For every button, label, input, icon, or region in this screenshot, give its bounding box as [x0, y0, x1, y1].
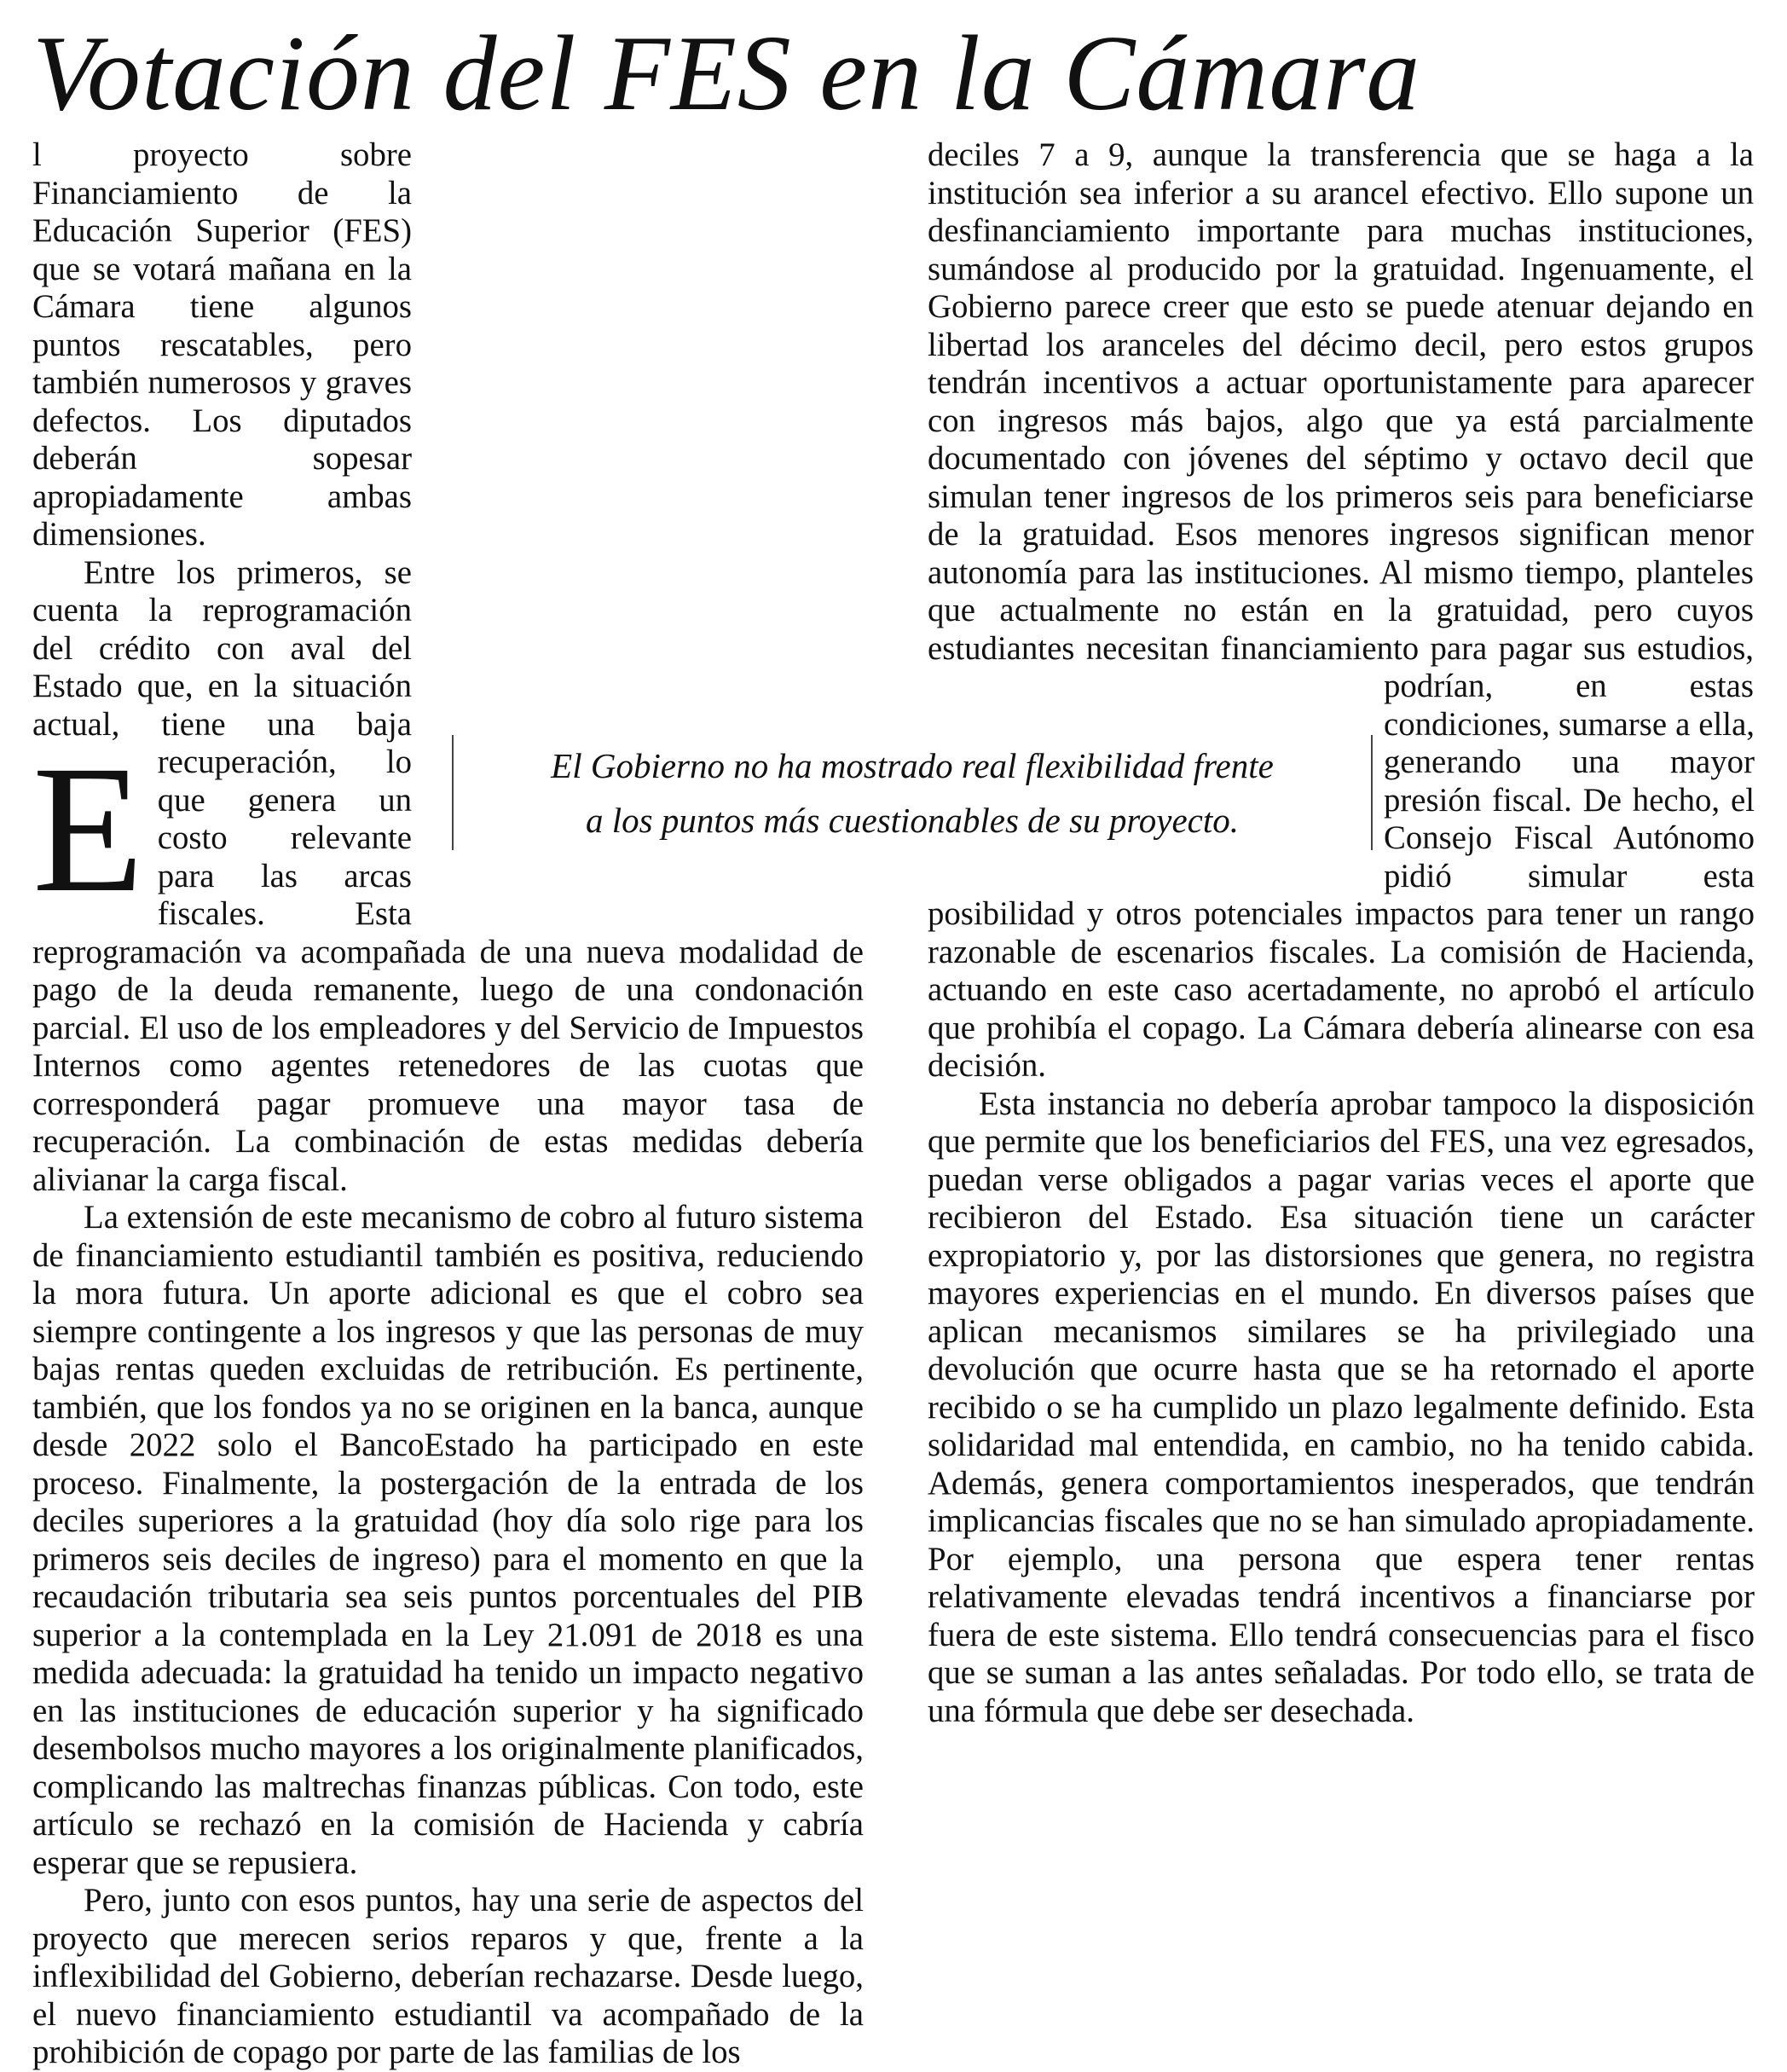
article-paragraph-5 [928, 136, 1755, 1085]
paragraph-text: deciles 7 a 9, aunque la transferencia que se haga a la institución sea inferior a su arancel efectivo. Ello supone un desfinanciamiento importante para muchas instituciones, sumándose al producido por la gratuidad. Ingenuamente, el Gobierno parece creer que esto se puede atenuar dejando en libertad los aranceles del décimo decil, pero estos grupos tendrán incentivos a actuar oportunistamente para aparecer con ingresos más bajos, algo que ya está parcialmente documentado con jóvenes del séptimo y octavo decil que simulan tener ingresos de los primeros seis para beneficiarse de la gratuidad. Esos menores ingresos significan menor autonomía para las instituciones. Al mismo tiempo, planteles que actualmente no están en la gratuidad, pero cuyos estudiantes necesitan financiamiento para pagar sus estudios, podrían, en estas condiciones, sumarse a ella, generando una mayor presión fiscal. De hecho, el Consejo Fiscal Autónomo pidió simular esta posibilidad y otros potenciales impactos para tener un rango razonable de escenarios fiscales. La comisión de Hacienda, actuando en este caso acertadamente, no aprobó el artículo que prohibía el copago. La Cámara debería alinearse con esa decisión. [928, 136, 1755, 1084]
article-paragraph-3: La extensión de este mecanismo de cobro al futuro sistema de financiamiento estudiantil también es positiva, reduciendo la mora futura. Un aporte adicional es que el cobro sea siempre contingente a los ingresos y que las personas de muy bajas rentas queden excluidas de retribución. Es pertinente, también, que los fondos ya no se originen en la banca, aunque desde 2022 solo el BancoEstado ha participado en este proceso. Finalmente, la postergación de la entrada de los deciles superiores a la gratuidad (hoy día solo rige para los primeros seis deciles de ingreso) para el momento en que la recaudación tributaria sea seis puntos porcentuales del PIB superior a la contemplada en la Ley 21.091 de 2018 es una medida adecuada: la gratuidad ha tenido un impacto negativo en las instituciones de educación superior y ha significado desembolsos mucho mayores a los originalmente planificados, complicando las maltrechas finanzas públicas. Con todo, este artículo se rechazó en la comisión de Hacienda y cabría esperar que se repusiera. [32, 1199, 864, 1881]
article-paragraph-4: Pero, junto con esos puntos, hay una serie de aspectos del proyecto que merecen serios reparos y que, frente a la inflexibilidad del Gobierno, deberían rechazarse. Desde luego, el nuevo financiamiento estudiantil va acompañado de la prohibición de copago por parte de las familias de los [32, 1882, 864, 2070]
left-column [32, 136, 864, 2070]
headline: Votación del FES en la Cámara [32, 14, 1421, 133]
drop-cap: E [32, 728, 144, 930]
paragraph-text: l proyecto sobre Financiamiento de la Educación Superior (FES) que se votará mañana en la Cámara tiene algunos puntos rescatables, pero también numerosos y graves defectos. Los diputados deberán sopesar apropiadamente ambas dimensiones. [32, 136, 412, 553]
pull-quote [452, 735, 1373, 850]
article-paragraph-2: Entre los primeros, se cuenta la reprogramación del crédito con aval del Estado que, en la situación actual, tiene una baja recuperación, lo que genera un costo relevante para las arcas fiscales. Esta reprogramación va acompañada de una nueva modalidad de pago de la deuda remanente, luego de una condonación parcial. El uso de los empleadores y del Servicio de Impuestos Internos como agentes retenedores de las cuotas que corresponderá pagar promueve una mayor tasa de recuperación. La combinación de estas medidas debería alivianar la carga fiscal. [32, 553, 864, 1198]
pull-quote-line-1: El Gobierno no ha mostrado real flexibilidad frente [551, 745, 1274, 785]
right-lead-spacer [1754, 136, 1755, 668]
pull-quote-line-2: a los puntos más cuestionables de su proyecto. [585, 800, 1239, 840]
left-flow-spacer [412, 136, 864, 752]
article-paragraph-6: Esta instancia no debería aprobar tampoco la disposición que permite que los beneficiarios del FES, una vez egresados, puedan verse obligados a pagar varias veces el aporte que recibieron del Estado. Esa situación tiene un carácter expropiatorio y, por las distorsiones que genera, no registra mayores experiencias en el mundo. En diversos países que aplican mecanismos similares se ha privilegiado una devolución que ocurre hasta que se ha retornado el aporte recibido o se ha cumplido un plazo legalmente definido. Esta solidaridad mal entendida, en cambio, no ha tenido cabida. Además, genera comportamientos inesperados, que tendrán implicancias fiscales que no se han simulado apropiadamente. Por ejemplo, una persona que espera tener rentas relativamente elevadas tendrá incentivos a financiarse por fuera de este sistema. Ello tendrá consecuencias para el fisco que se suman a las antes señaladas. Por todo ello, se trata de una fórmula que debe ser desechada. [928, 1085, 1755, 1729]
right-column [928, 136, 1755, 1729]
